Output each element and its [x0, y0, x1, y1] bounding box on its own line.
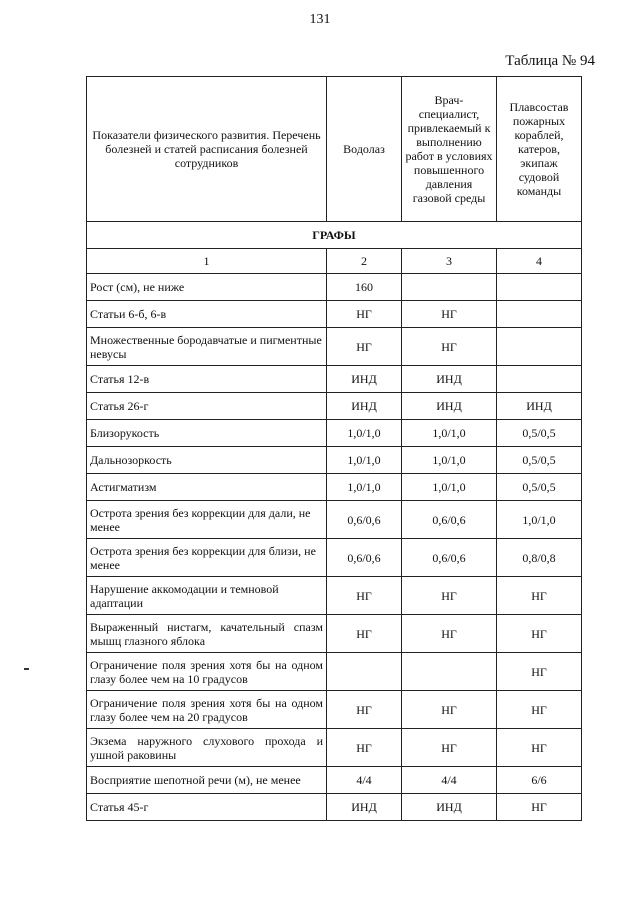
- value-col2: НГ: [327, 729, 402, 767]
- column-number: 1: [87, 249, 327, 274]
- row-name: Статьи 6-б, 6-в: [87, 301, 327, 328]
- value-col3: 0,6/0,6: [402, 501, 497, 539]
- row-name: Выраженный нистагм, качательный спазм мышц глазного яблока: [87, 615, 327, 653]
- value-col3: [402, 653, 497, 691]
- header-row: [87, 77, 582, 222]
- header-col4: Плавсостав пожарных кораблей, катеров, экипаж судовой команды: [497, 77, 582, 222]
- value-col4: 0,8/0,8: [497, 539, 582, 577]
- value-col4: ИНД: [497, 393, 582, 420]
- value-col2: НГ: [327, 691, 402, 729]
- grafy-row: [87, 222, 582, 249]
- table-row: [87, 794, 582, 821]
- row-name: Астигматизм: [87, 474, 327, 501]
- row-name: Дальнозоркость: [87, 447, 327, 474]
- value-col4: НГ: [497, 794, 582, 821]
- value-col4: 0,5/0,5: [497, 447, 582, 474]
- value-col4: [497, 328, 582, 366]
- value-col3: [402, 274, 497, 301]
- value-col4: НГ: [497, 691, 582, 729]
- row-name: Ограничение поля зрения хотя бы на одном глазу более чем на 10 градусов: [87, 653, 327, 691]
- scan-mark: [24, 668, 29, 670]
- table-row: [87, 393, 582, 420]
- table-row: [87, 729, 582, 767]
- value-col2: 0,6/0,6: [327, 539, 402, 577]
- table-row: [87, 420, 582, 447]
- value-col2: 1,0/1,0: [327, 474, 402, 501]
- table-row: [87, 328, 582, 366]
- row-name: Статья 12-в: [87, 366, 327, 393]
- row-name: Восприятие шепотной речи (м), не менее: [87, 767, 327, 794]
- row-name: Острота зрения без коррекции для дали, не менее: [87, 501, 327, 539]
- table-row: [87, 474, 582, 501]
- value-col3: 1,0/1,0: [402, 420, 497, 447]
- table-row: [87, 366, 582, 393]
- table-row: [87, 577, 582, 615]
- value-col3: НГ: [402, 691, 497, 729]
- value-col2: ИНД: [327, 366, 402, 393]
- row-name: Множественные бородавчатые и пигментные невусы: [87, 328, 327, 366]
- value-col2: 1,0/1,0: [327, 420, 402, 447]
- value-col3: 4/4: [402, 767, 497, 794]
- data-rows: [87, 274, 582, 821]
- value-col3: 1,0/1,0: [402, 447, 497, 474]
- value-col4: НГ: [497, 729, 582, 767]
- value-col3: НГ: [402, 577, 497, 615]
- table-row: [87, 447, 582, 474]
- table-row: [87, 691, 582, 729]
- header-col2: Водолаз: [327, 77, 402, 222]
- value-col4: 0,5/0,5: [497, 420, 582, 447]
- value-col2: НГ: [327, 328, 402, 366]
- value-col3: 0,6/0,6: [402, 539, 497, 577]
- value-col3: НГ: [402, 729, 497, 767]
- row-name: Острота зрения без коррекции для близи, не менее: [87, 539, 327, 577]
- table-row: [87, 274, 582, 301]
- value-col3: ИНД: [402, 794, 497, 821]
- row-name: Нарушение аккомодации и темновой адаптации: [87, 577, 327, 615]
- page-number: 131: [309, 12, 331, 27]
- value-col4: НГ: [497, 653, 582, 691]
- value-col2: 4/4: [327, 767, 402, 794]
- value-col2: 160: [327, 274, 402, 301]
- row-name: Статья 26-г: [87, 393, 327, 420]
- value-col2: ИНД: [327, 794, 402, 821]
- table-row: [87, 501, 582, 539]
- value-col4: 1,0/1,0: [497, 501, 582, 539]
- value-col4: 6/6: [497, 767, 582, 794]
- requirements-table: [86, 76, 582, 821]
- table-row: [87, 767, 582, 794]
- table-row: [87, 301, 582, 328]
- value-col3: НГ: [402, 615, 497, 653]
- row-name: Статья 45-г: [87, 794, 327, 821]
- value-col2: НГ: [327, 301, 402, 328]
- column-number: 4: [497, 249, 582, 274]
- value-col3: ИНД: [402, 393, 497, 420]
- row-name: Экзема наружного слухового прохода и ушной раковины: [87, 729, 327, 767]
- table-row: [87, 653, 582, 691]
- value-col3: НГ: [402, 328, 497, 366]
- value-col3: 1,0/1,0: [402, 474, 497, 501]
- header-col1: Показатели физического развития. Перечень болезней и статей расписания болезней сотрудников: [87, 77, 327, 222]
- row-name: Ограничение поля зрения хотя бы на одном глазу более чем на 20 градусов: [87, 691, 327, 729]
- value-col2: 0,6/0,6: [327, 501, 402, 539]
- value-col4: [497, 274, 582, 301]
- column-number: 3: [402, 249, 497, 274]
- table-caption: Таблица № 94: [505, 53, 595, 69]
- grafy-label: ГРАФЫ: [87, 222, 582, 249]
- value-col3: НГ: [402, 301, 497, 328]
- value-col4: НГ: [497, 577, 582, 615]
- value-col2: ИНД: [327, 393, 402, 420]
- value-col4: НГ: [497, 615, 582, 653]
- value-col2: 1,0/1,0: [327, 447, 402, 474]
- row-name: Рост (см), не ниже: [87, 274, 327, 301]
- table-row: [87, 615, 582, 653]
- row-name: Близорукость: [87, 420, 327, 447]
- column-number: 2: [327, 249, 402, 274]
- value-col4: [497, 366, 582, 393]
- value-col2: НГ: [327, 615, 402, 653]
- header-col3: Врач-специалист, привлекаемый к выполнению работ в условиях повышенного давления газовой среды: [402, 77, 497, 222]
- column-numbers-row: [87, 249, 582, 274]
- value-col2: НГ: [327, 577, 402, 615]
- value-col2: [327, 653, 402, 691]
- value-col4: [497, 301, 582, 328]
- value-col4: 0,5/0,5: [497, 474, 582, 501]
- table-row: [87, 539, 582, 577]
- value-col3: ИНД: [402, 366, 497, 393]
